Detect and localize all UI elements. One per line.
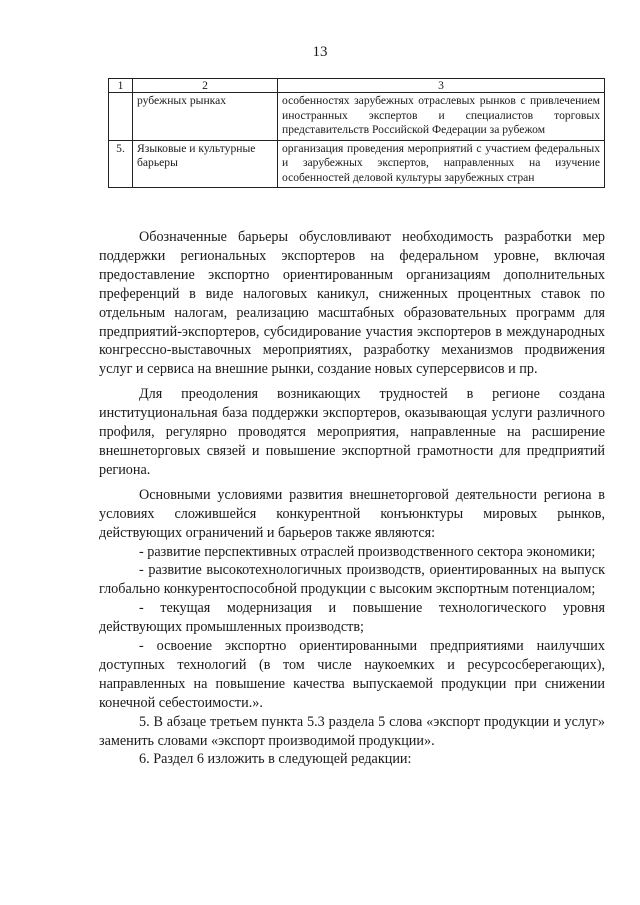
page-number: 13 xyxy=(312,44,328,60)
table-cell-barrier: рубежных рынках xyxy=(133,93,278,141)
list-item: - развитие высокотехнологичных производств, ориентированных на выпуск глобально конкурентоспособной продукции с высоким экспортным потенциалом; xyxy=(99,562,605,598)
table-row xyxy=(109,140,605,188)
list-item: - развитие перспективных отраслей производственного сектора экономики; xyxy=(139,543,596,560)
document-body xyxy=(99,228,605,769)
list-item: - освоение экспортно ориентированными предприятиями наилучших доступных технологий (в том числе наукоемких и ресурсосберегающих), направленных на повышение качества выпускаемой продукции при снижении конечной себестоимости.». xyxy=(99,638,605,711)
paragraph: 5. В абзаце третьем пункта 5.3 раздела 5 слова «экспорт продукции и услуг» заменить словами «экспорт производимой продукции». xyxy=(99,713,605,749)
table-cell-number: 5. xyxy=(109,140,133,188)
table-cell-number xyxy=(109,93,133,141)
table-header-cell: 1 xyxy=(109,79,133,93)
paragraph: Основными условиями развития внешнеторговой деятельности региона в условиях сложившейся конкурентной конъюнктуры мировых рынков, действующих ограничений и барьеров также являются: xyxy=(99,486,605,541)
table-cell-measure: особенностях зарубежных отраслевых рынков с привлечением иностранных экспертов и специалистов торговых представительств Российской Федерации за рубежом xyxy=(278,93,605,141)
table-row xyxy=(109,93,605,141)
list-item: - текущая модернизация и повышение технологического уровня действующих промышленных производств; xyxy=(99,600,605,636)
paragraph: Для преодоления возникающих трудностей в регионе создана институциональная база поддержки экспортеров, оказывающая услуги различного профиля, регулярно проводятся мероприятия, направленные на расширение внешнеторговых связей и повышение экспортной грамотности для предприятий региона. xyxy=(99,386,605,478)
table-header-cell: 3 xyxy=(278,79,605,93)
table-cell-barrier: Языковые и культурные барьеры xyxy=(133,140,278,188)
paragraph: 6. Раздел 6 изложить в следующей редакции: xyxy=(139,751,412,768)
table-cell-measure: организация проведения мероприятий с участием федеральных и зарубежных экспертов, направленных на изучение особенностей деловой культуры зарубежных стран xyxy=(278,140,605,188)
barriers-table xyxy=(108,78,605,188)
table-header-cell: 2 xyxy=(133,79,278,93)
table-header-row xyxy=(109,79,605,93)
paragraph: Обозначенные барьеры обусловливают необходимость разработки мер поддержки региональных экспортеров на федеральном уровне, включая предоставление экспортно ориентированным организациям дополнительных преференций в виде налоговых каникул, сниженных процентных ставок по отдельным налогам, реализацию масштабных образовательных программ для предприятий-экспортеров, субсидирование участия экспортеров в международных конгрессно-выставочных мероприятиях, разработку механизмов продвижения услуг и сервиса на внешние рынки, создание новых суперсервисов и пр. xyxy=(99,229,605,378)
